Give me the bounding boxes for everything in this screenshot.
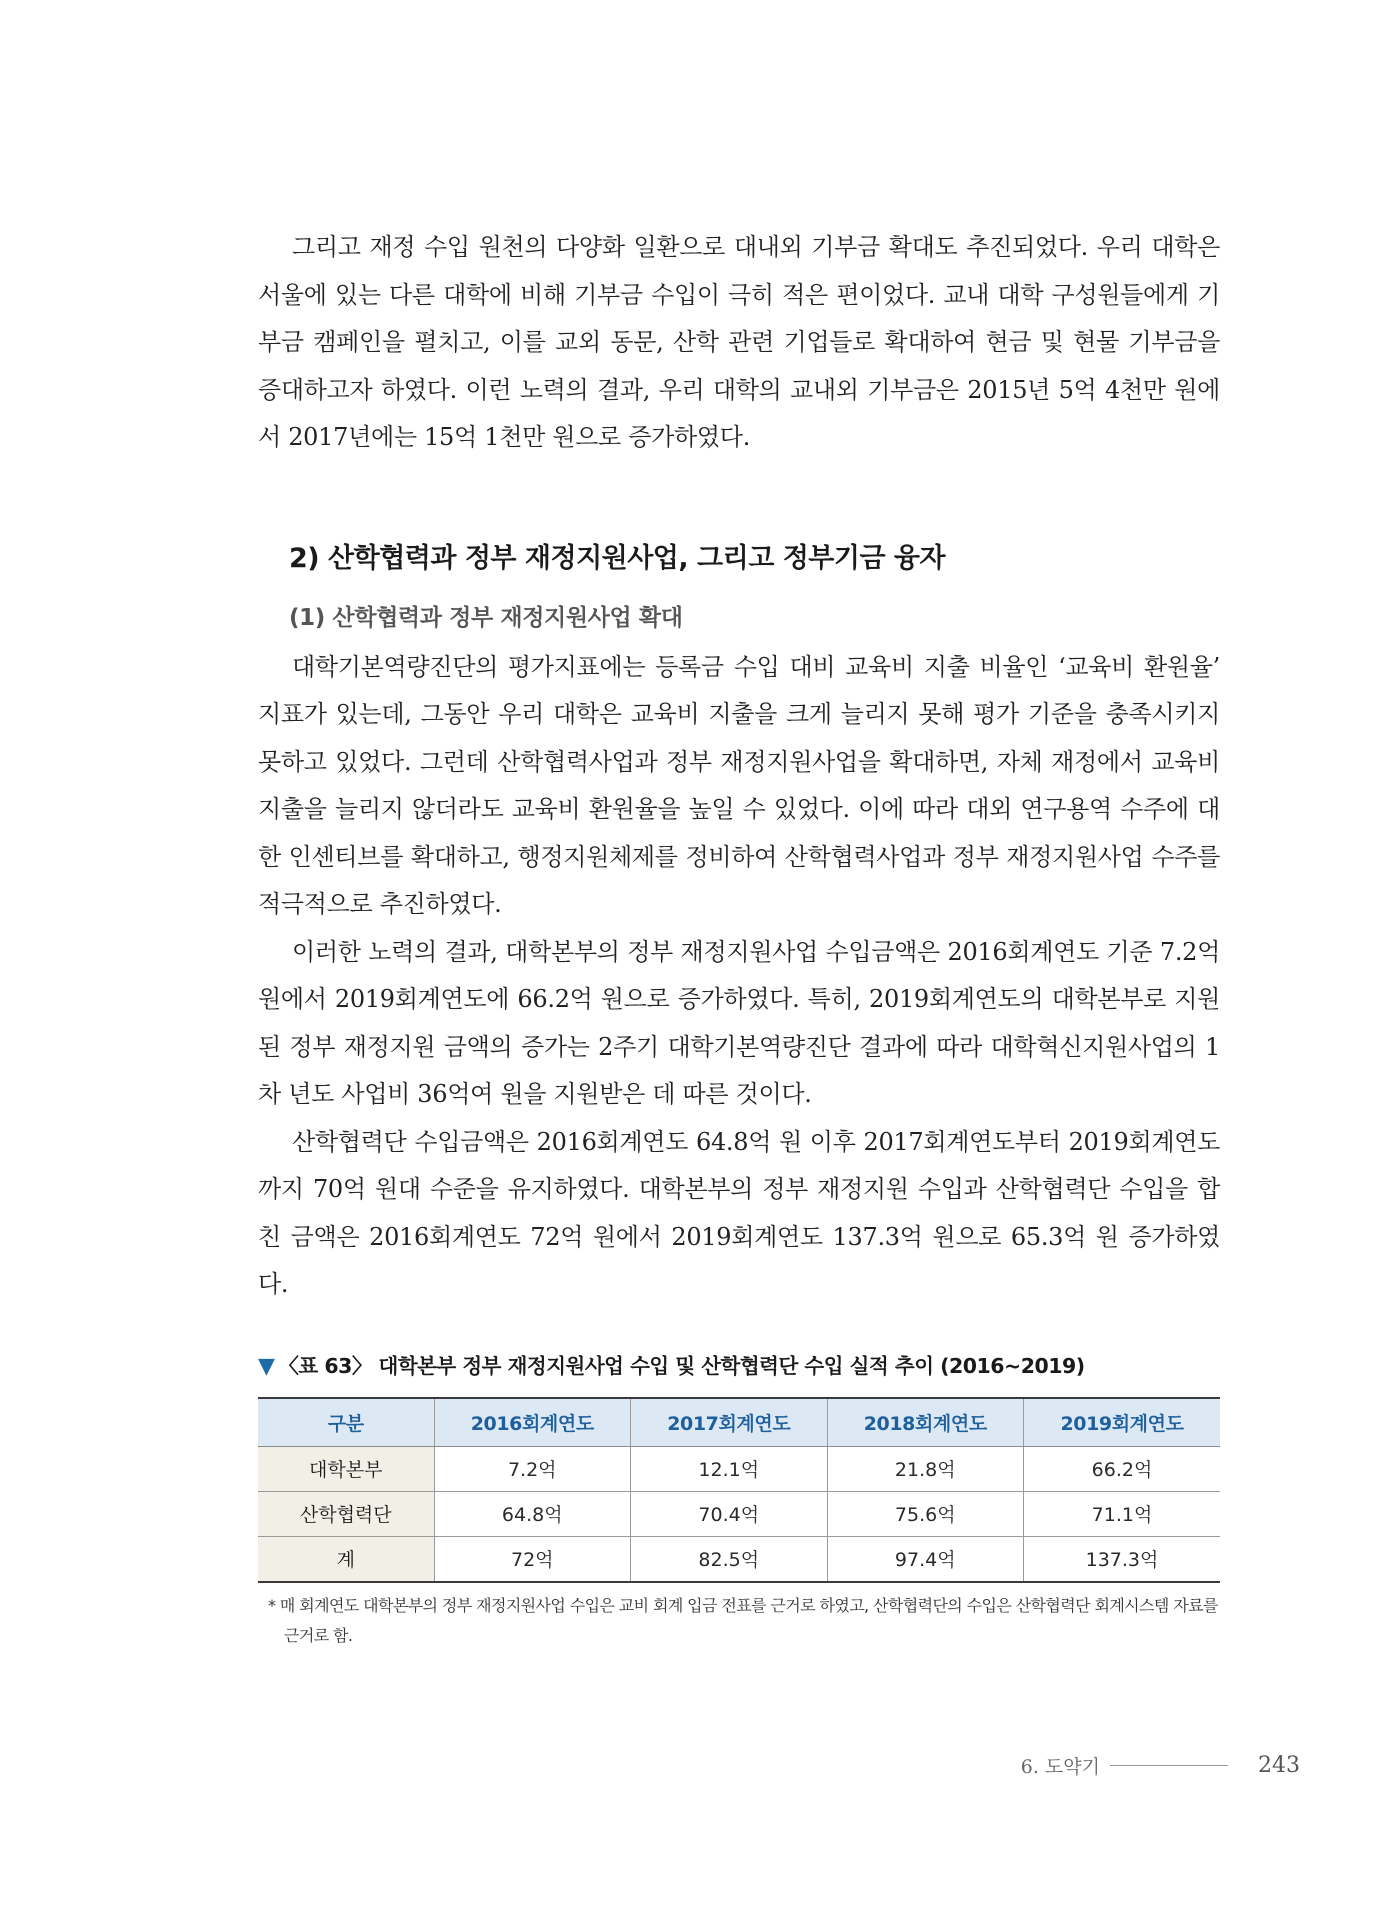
- page-content: [258, 224, 1220, 1651]
- table-caption: [258, 1349, 1220, 1379]
- table-footnote: * 매 회계연도 대학본부의 정부 재정지원사업 수입은 교비 회계 입금 전표를 근거로 하였고, 산학협력단의 수입은 산학협력단 회계시스템 자료를 근거로 함.: [268, 1595, 1218, 1645]
- table-cell: 82.5억: [631, 1536, 828, 1582]
- table-cell: 71.1억: [1024, 1491, 1221, 1536]
- column-header: 2018회계연도: [827, 1398, 1024, 1447]
- body-paragraph-government-funding: 이러한 노력의 결과, 대학본부의 정부 재정지원사업 수입금액은 2016회계연도 기준 7.2억 원에서 2019회계연도에 66.2억 원으로 증가하였다. 특히, 2019회계연도의 대학본부로 지원된 정부 재정지원 금액의 증가는 2주기 대학기본역량진단 결과에 따라 대학혁신지원사업의 1차 년도 사업비 36억여 원을 지원받은 데 따른 것이다.: [258, 937, 1220, 1108]
- page-number: 243: [1258, 1753, 1300, 1778]
- table-cell: 72억: [434, 1536, 631, 1582]
- table-cell: 12.1억: [631, 1446, 828, 1491]
- table-cell: 7.2억: [434, 1446, 631, 1491]
- chapter-label: 6. 도약기: [1020, 1756, 1100, 1778]
- column-header: 2017회계연도: [631, 1398, 828, 1447]
- body-paragraph-industry-cooperation: 산학협력단 수입금액은 2016회계연도 64.8억 원 이후 2017회계연도부터 2019회계연도까지 70억 원대 수준을 유지하였다. 대학본부의 정부 재정지원 수입과 산학협력단 수입을 합친 금액은 2016회계연도 72억 원에서 2019회계연도 137.3억 원으로 65.3억 원 증가하였다.: [258, 1127, 1220, 1298]
- row-header: 산학협력단: [258, 1491, 434, 1536]
- table-cell: 75.6억: [827, 1491, 1024, 1536]
- body-paragraph-donations: 그리고 재정 수입 원천의 다양화 일환으로 대내외 기부금 확대도 추진되었다. 우리 대학은 서울에 있는 다른 대학에 비해 기부금 수입이 극히 적은 편이었다. 교내 대학 구성원들에게 기부금 캠페인을 펼치고, 이를 교외 동문, 산학 관련 기업들로 확대하여 현금 및 현물 기부금을 증대하고자 하였다. 이런 노력의 결과, 우리 대학의 교내외 기부금은 2015년 5억 4천만 원에서 2017년에는 15억 1천만 원으로 증가하였다.: [258, 233, 1220, 451]
- table-cell: 21.8억: [827, 1446, 1024, 1491]
- table-cell: 97.4억: [827, 1536, 1024, 1582]
- table-caption-text: 〈표 63〉 대학본부 정부 재정지원사업 수입 및 산학협력단 수입 실적 추이 (2016~2019): [278, 1353, 1085, 1378]
- triangle-down-icon: ▼: [258, 1353, 275, 1379]
- table-row: [258, 1536, 1220, 1582]
- column-header: 구분: [258, 1398, 434, 1447]
- table-cell: 66.2억: [1024, 1446, 1221, 1491]
- revenue-table: [258, 1397, 1220, 1583]
- table-row: [258, 1491, 1220, 1536]
- column-header: 2016회계연도: [434, 1398, 631, 1447]
- table-header-row: [258, 1398, 1220, 1447]
- row-header: 계: [258, 1536, 434, 1582]
- table-cell: 70.4억: [631, 1491, 828, 1536]
- column-header: 2019회계연도: [1024, 1398, 1221, 1447]
- table-row: [258, 1446, 1220, 1491]
- table-cell: 137.3억: [1024, 1536, 1221, 1582]
- table-cell: 64.8억: [434, 1491, 631, 1536]
- subsection-heading: (1) 산학협력과 정부 재정지원사업 확대: [289, 604, 683, 631]
- body-paragraph-education-return: 대학기본역량진단의 평가지표에는 등록금 수입 대비 교육비 지출 비율인 ‘교육비 환원율’ 지표가 있는데, 그동안 우리 대학은 교육비 지출을 크게 늘리지 못해 평가 기준을 충족시키지 못하고 있었다. 그런데 산학협력사업과 정부 재정지원사업을 확대하면, 자체 재정에서 교육비 지출을 늘리지 않더라도 교육비 환원율을 높일 수 있었다. 이에 따라 대외 연구용역 수주에 대한 인센티브를 확대하고, 행정지원체제를 정비하여 산학협력사업과 정부 재정지원사업 수주를 적극적으로 추진하였다.: [258, 652, 1220, 918]
- section-heading: 2) 산학협력과 정부 재정지원사업, 그리고 정부기금 융자: [289, 542, 946, 574]
- footer-rule: [1110, 1765, 1228, 1766]
- page-footer: [1021, 1752, 1300, 1779]
- row-header: 대학본부: [258, 1446, 434, 1491]
